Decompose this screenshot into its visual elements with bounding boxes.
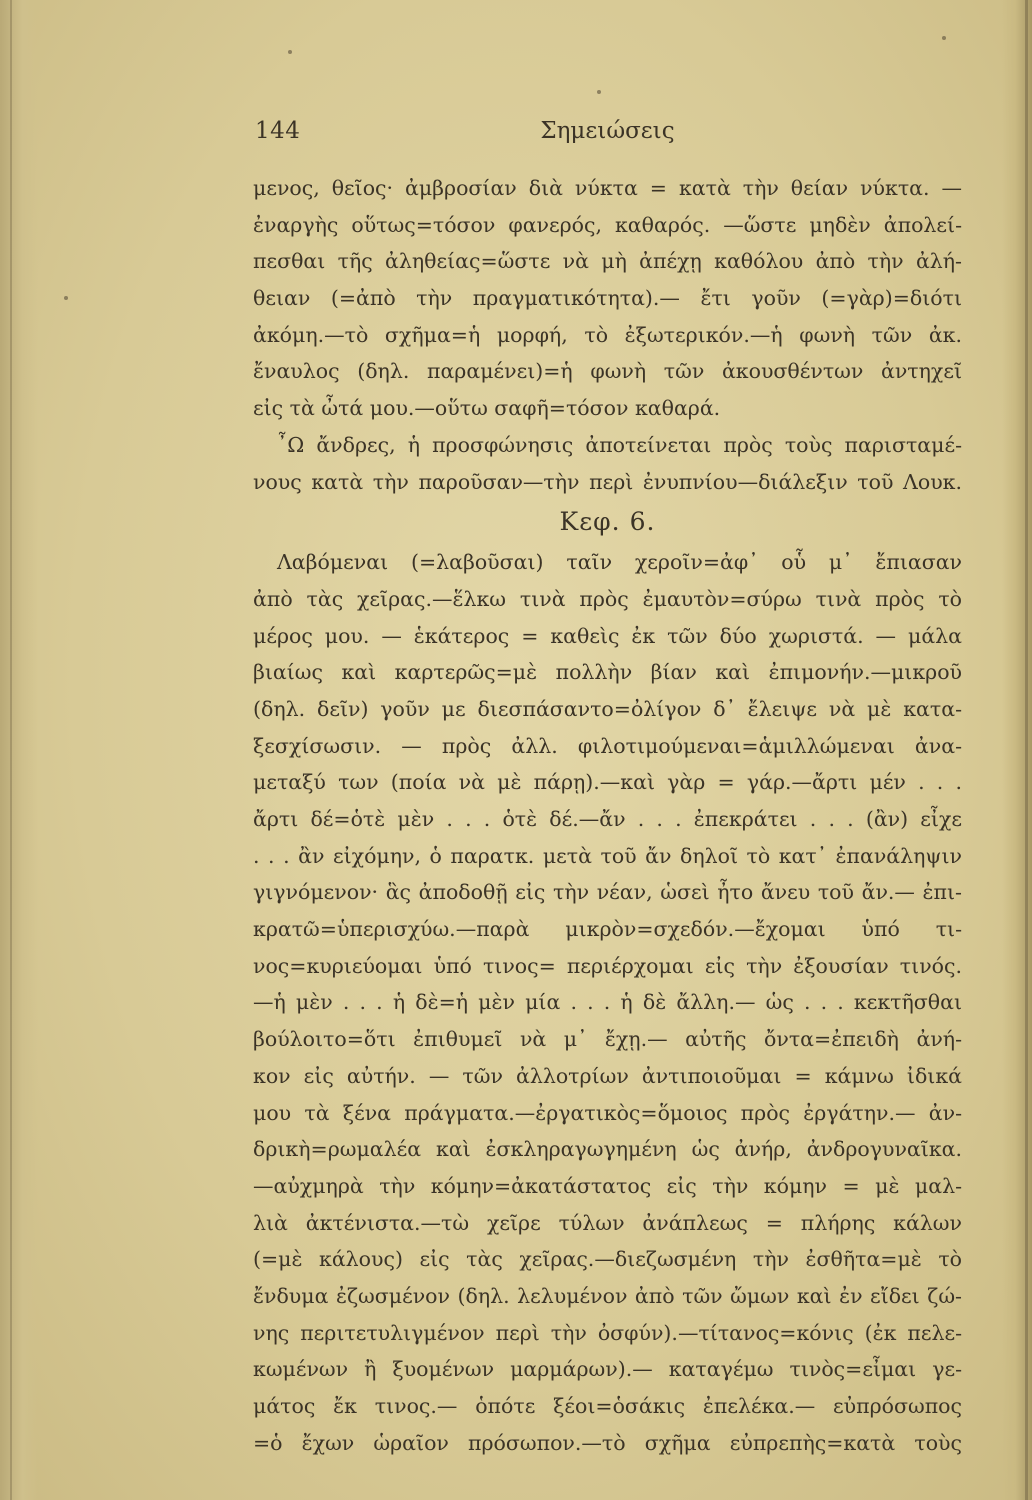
text-line: μενος, θεῖος· ἀμβροσίαν διὰ νύκτα = κατὰ τὴν θείαν νύκτα. — — [253, 176, 962, 200]
text-line: (=μὲ κάλους) εἰς τὰς χεῖρας.—διεζωσμένη τὴν ἐσθῆτα=μὲ τὸ — [253, 1247, 962, 1272]
page-header — [255, 118, 960, 158]
text-line: —ἡ μὲν . . . ἡ δὲ=ἡ μὲν μία . . . ἡ δὲ ἄλλη.— ὡς . . . κεκτῆσθαι — [253, 990, 962, 1015]
text-line: βιαίως καὶ καρτερῶς=μὲ πολλὴν βίαν καὶ ἐπιμονήν.—μικροῦ — [253, 660, 962, 685]
text-line: κον εἰς αὐτήν. — τῶν ἀλλοτρίων ἀντιποιοῦμαι = κάμνω ἰδικά — [253, 1063, 962, 1088]
body-text — [253, 170, 962, 1461]
text-line: δρικὴ=ρωμαλέα καὶ ἐσκληραγωγημένη ὡς ἀνήρ, ἀνδρογυναῖκα. — [253, 1137, 962, 1162]
paper-speck — [64, 296, 68, 300]
text-line: θειαν (=ἀπὸ τὴν πραγματικότητα).— ἔτι γοῦν (=γὰρ)=διότι — [253, 286, 962, 311]
text-line: =ὁ ἔχων ὡραῖον πρόσωπον.—τὸ σχῆμα εὐπρεπὴς=κατὰ τοὺς — [253, 1430, 962, 1455]
text-line: μεταξύ των (ποία νὰ μὲ πάρῃ).—καὶ γὰρ = γάρ.—ἄρτι μέν . . . — [253, 770, 962, 795]
text-line: ἀπὸ τὰς χεῖρας.—ἕλκω τινὰ πρὸς ἐμαυτὸν=σύρω τινὰ πρὸς τὸ — [253, 586, 962, 611]
text-line: ῏Ω ἄνδρες, ἡ προσφώνησις ἀποτείνεται πρὸς τοὺς παρισταμέ- — [277, 432, 962, 457]
paper-speck — [942, 36, 946, 40]
text-line: ἄρτι δέ=ὁτὲ μὲν . . . ὁτὲ δέ.—ἄν . . . ἐπεκράτει . . . (ἂν) εἶχε — [253, 807, 962, 831]
text-line: . . . ἂν εἰχόμην, ὁ παρατκ. μετὰ τοῦ ἄν δηλοῖ τὸ κατ᾽ ἐπανάληψιν — [253, 843, 962, 868]
text-line: κωμένων ἢ ξυομένων μαρμάρων).— καταγέμω τινὸς=εἶμαι γε- — [253, 1357, 962, 1382]
chapter-heading: Κεφ. 6. — [559, 507, 656, 537]
text-line: (δηλ. δεῖν) γοῦν με διεσπάσαντο=ὀλίγον δ᾽ ἔλειψε νὰ μὲ κατα- — [253, 696, 962, 721]
paper-speck — [288, 50, 292, 54]
text-line: ἀκόμη.—τὸ σχῆμα=ἡ μορφή, τὸ ἐξωτερικόν.—ἡ φωνὴ τῶν ἀκ. — [253, 322, 962, 347]
text-line: κρατῶ=ὑπερισχύω.—παρὰ μικρὸν=σχεδόν.—ἔχομαι ὑπό τι- — [253, 917, 962, 942]
text-line: ξεσχίσωσιν. — πρὸς ἀλλ. φιλοτιμούμεναι=ἁμιλλώμεναι ἀνα- — [253, 733, 962, 758]
page-right-edge — [1002, 0, 1032, 1500]
text-line: εἰς τὰ ὦτά μου.—οὕτω σαφῆ=τόσον καθαρά. — [253, 396, 721, 421]
text-line: ἔναυλος (δηλ. παραμένει)=ἡ φωνὴ τῶν ἀκουσθέντων ἀντηχεῖ — [253, 359, 962, 384]
text-line: βούλοιτο=ὅτι ἐπιθυμεῖ νὰ μ᾽ ἔχῃ.— αὐτῆς ὄντα=ἐπειδὴ ἀνή- — [253, 1027, 962, 1052]
text-line: νης περιτετυλιγμένον περὶ τὴν ὀσφύν).—τίτανος=κόνις (ἐκ πελε- — [253, 1320, 962, 1345]
text-line: μάτος ἔκ τινος.— ὁπότε ξέοι=ὁσάκις ἐπελέκα.— εὐπρόσωπος — [253, 1394, 962, 1418]
text-line: Λαβόμεναι (=λαβοῦσαι) ταῖν χεροῖν=ἀφ᾽ οὗ μ᾽ ἔπιασαν — [277, 550, 962, 575]
paper-speck — [597, 90, 601, 94]
text-line: γιγνόμενον· ἃς ἀποδοθῇ εἰς τὴν νέαν, ὡσεὶ ἦτο ἄνευ τοῦ ἄν.— ἐπι- — [253, 880, 962, 905]
text-line: μέρος μου. — ἑκάτερος = καθεὶς ἐκ τῶν δύο χωριστά. — μάλα — [253, 623, 962, 648]
page-binding-edge — [0, 0, 38, 1500]
text-line: μου τὰ ξένα πράγματα.—ἐργατικὸς=ὅμοιος πρὸς ἐργάτην.— ἀν- — [253, 1100, 962, 1125]
text-line: ἔνδυμα ἐζωσμένον (δηλ. λελυμένον ἀπὸ τῶν ὤμων καὶ ἐν εἴδει ζώ- — [253, 1283, 962, 1308]
running-head: Σημειώσεις — [540, 118, 675, 144]
text-line: λιὰ ἀκτένιστα.—τὼ χεῖρε τύλων ἀνάπλεως = πλήρης κάλων — [253, 1210, 962, 1235]
page-number: 144 — [255, 118, 301, 144]
text-line: νους κατὰ τὴν παροῦσαν—τὴν περὶ ἐνυπνίου—διάλεξιν τοῦ Λουκ. — [253, 469, 962, 494]
text-line: νος=κυριεύομαι ὑπό τινος= περιέρχομαι εἰς τὴν ἐξουσίαν τινός. — [253, 953, 962, 978]
text-line: πεσθαι τῆς ἀληθείας=ὥστε νὰ μὴ ἀπέχῃ καθόλου ἀπὸ τὴν ἀλή- — [253, 249, 962, 274]
text-line: ἐναργὴς οὕτως=τόσον φανερός, καθαρός. —ὥστε μηδὲν ἀπολεί- — [253, 212, 962, 237]
text-line: —αὐχμηρὰ τὴν κόμην=ἀκατάστατος εἰς τὴν κόμην = μὲ μαλ- — [253, 1173, 962, 1198]
